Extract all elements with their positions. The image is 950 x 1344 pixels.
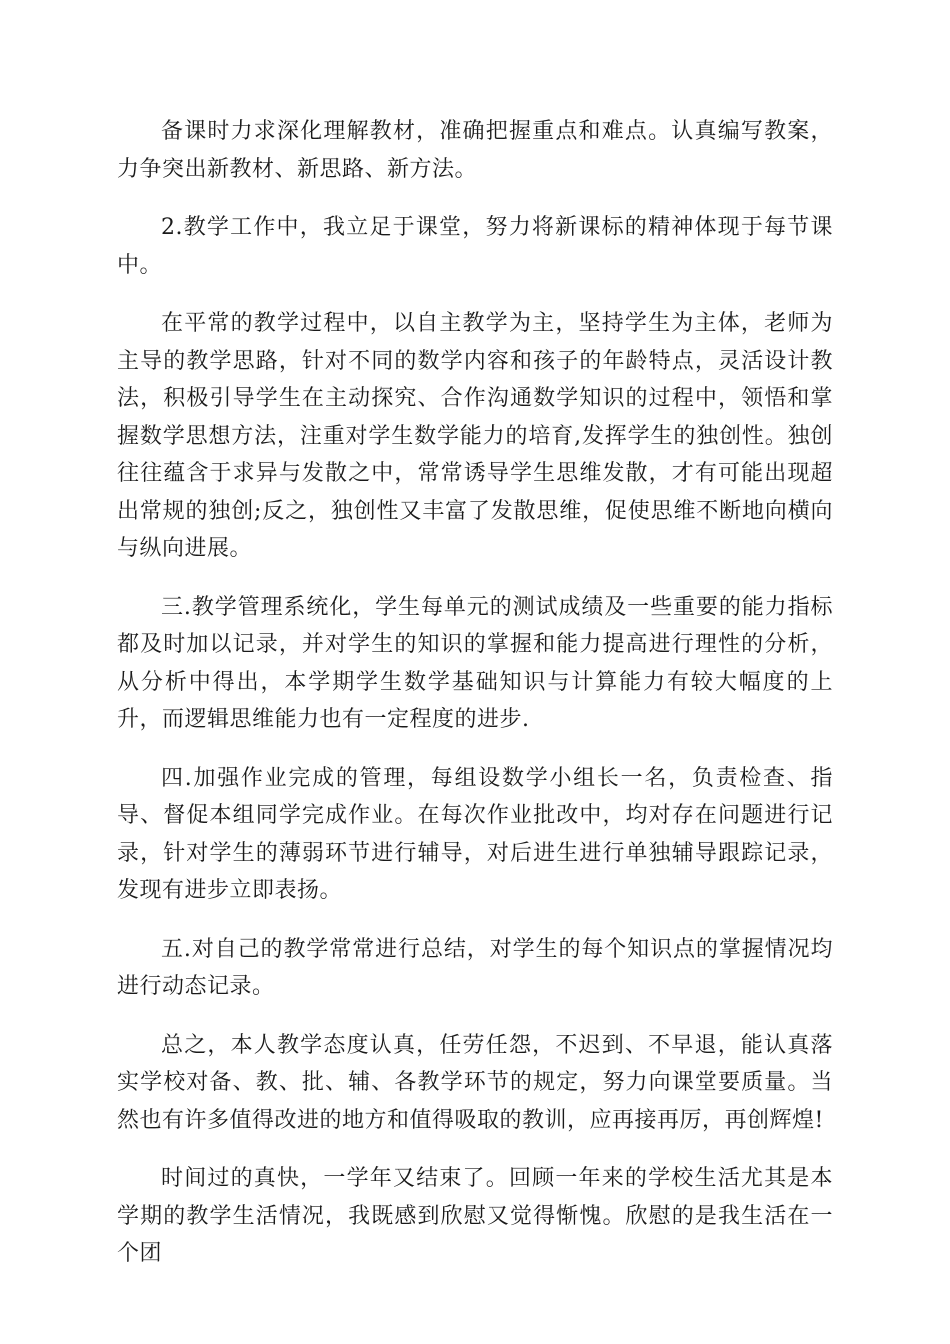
paragraph-lesson-prep: 备课时力求深化理解教材，准确把握重点和难点。认真编写教案，力争突出新教材、新思路、新方法。 xyxy=(117,119,833,182)
paragraph-item-4-homework: 四.加强作业完成的管理，每组设数学小组长一名，负责检查、指导、督促本组同学完成作业。在每次作业批改中，均对存在问题进行记录，针对学生的薄弱环节进行辅导，对后进生进行单独辅导跟踪记录，发现有进步立即表扬。 xyxy=(117,765,833,903)
paragraph-item-2-classroom: 2.教学工作中，我立足于课堂，努力将新课标的精神体现于每节课中。 xyxy=(117,215,833,278)
paragraph-item-3-management: 三.教学管理系统化，学生每单元的测试成绩及一些重要的能力指标都及时加以记录，并对学生的知识的掌握和能力提高进行理性的分析，从分析中得出，本学期学生数学基础知识与计算能力有较大幅度的上升，而逻辑思维能力也有一定程度的进步. xyxy=(117,594,833,732)
paragraph-item-5-summary: 五.对自己的教学常常进行总结，对学生的每个知识点的掌握情况均进行动态记录。 xyxy=(117,936,833,999)
paragraph-conclusion: 总之，本人教学态度认真，任劳任怨，不迟到、不早退，能认真落实学校对备、教、批、辅、各教学环节的规定，努力向课堂要质量。当然也有许多值得改进的地方和值得吸取的教训，应再接再厉，再创辉煌! xyxy=(117,1032,833,1133)
paragraph-teaching-process: 在平常的教学过程中，以自主教学为主，坚持学生为主体，老师为主导的教学思路，针对不同的数学内容和孩子的年龄特点，灵活设计教法，积极引导学生在主动探究、合作沟通数学知识的过程中，领悟和掌握数学思想方法，注重对学生数学能力的培育,发挥学生的独创性。独创往往蕴含于求异与发散之中，常常诱导学生思维发散，才有可能出现超出常规的独创;反之，独创性又丰富了发散思维，促使思维不断地向横向与纵向进展。 xyxy=(117,311,833,561)
document-body xyxy=(117,113,833,1294)
paragraph-new-section: 时间过的真快，一学年又结束了。回顾一年来的学校生活尤其是本学期的教学生活情况，我既感到欣慰又觉得惭愧。欣慰的是我生活在一个团 xyxy=(117,1166,833,1266)
